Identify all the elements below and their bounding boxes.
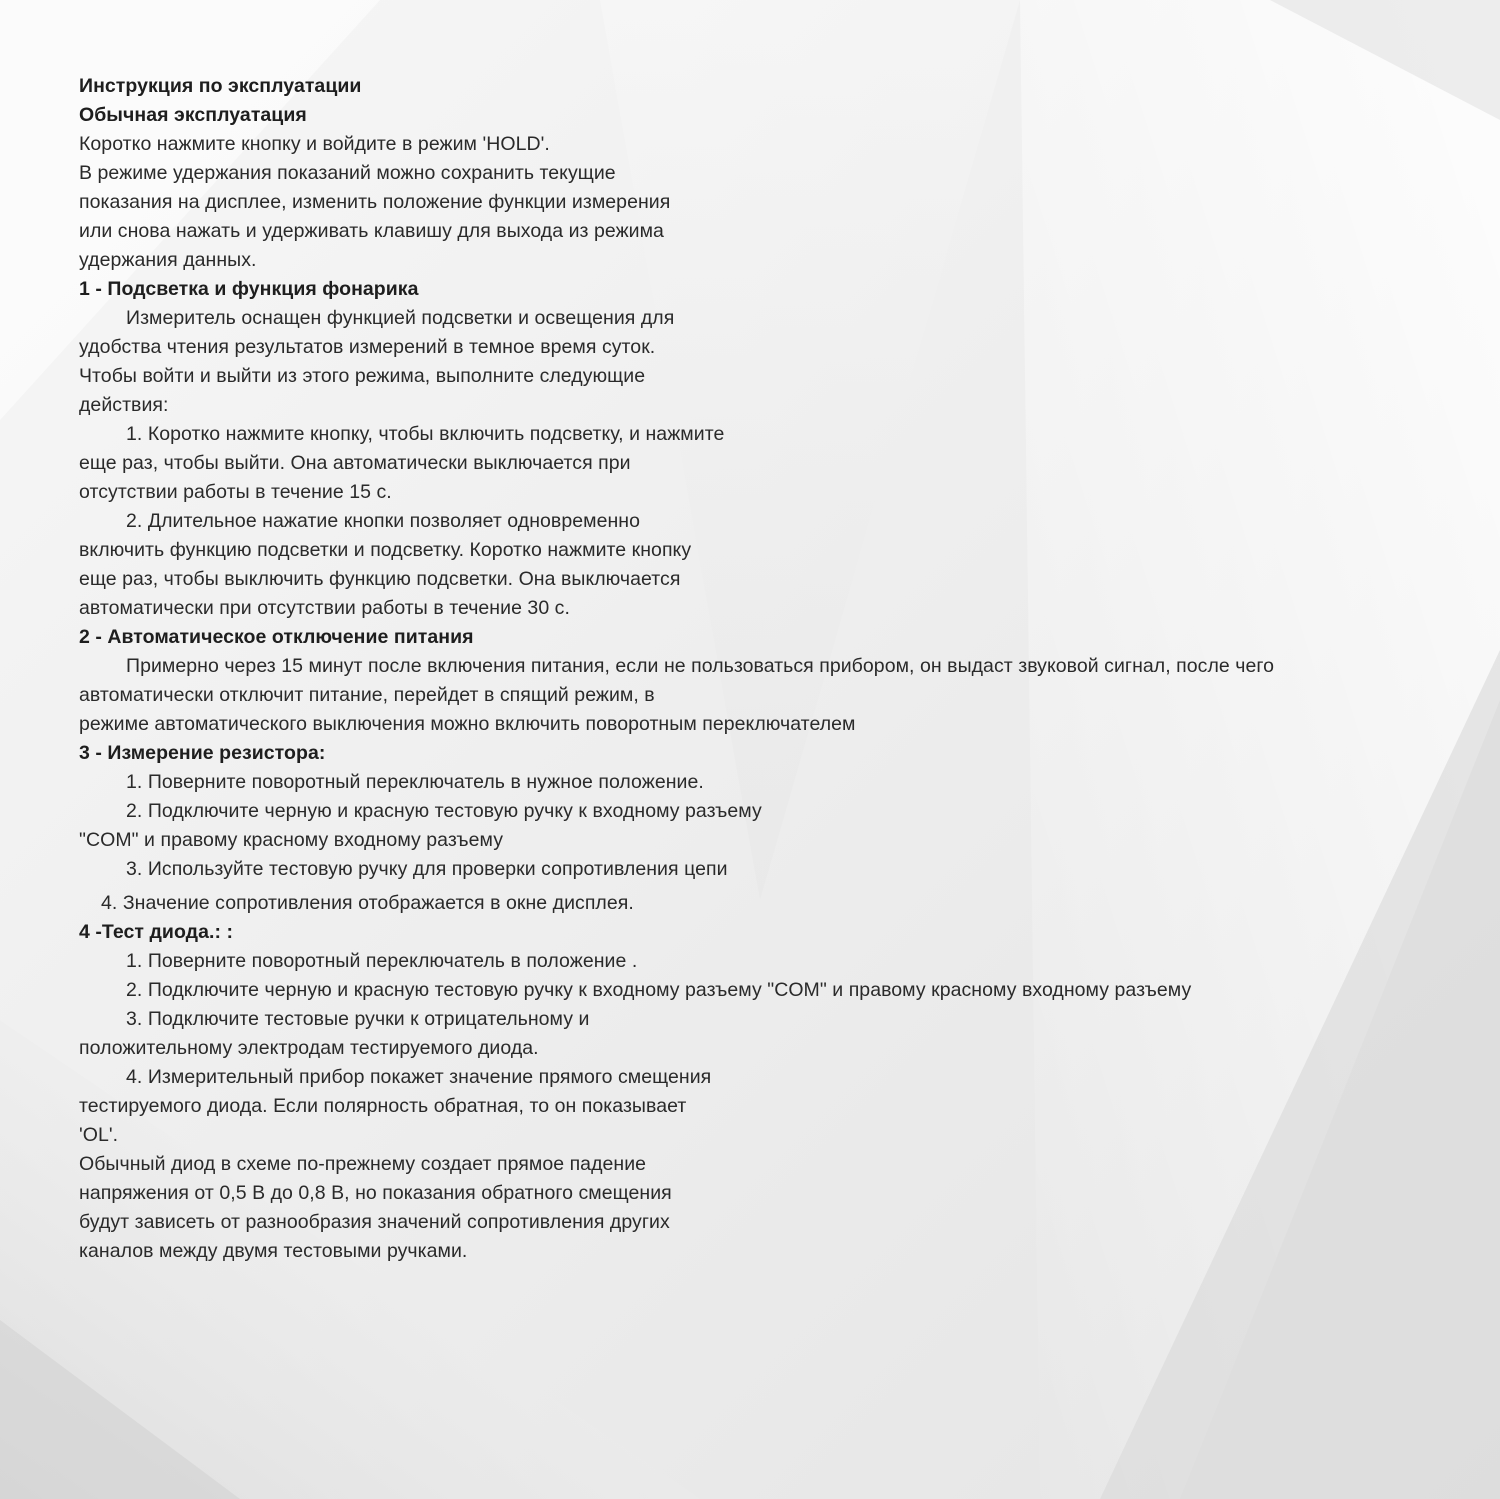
list-item: 4. Значение сопротивления отображается в окне дисплея. [101, 892, 634, 914]
paragraph-line: положительному электродам тестируемого диода. [79, 1037, 539, 1059]
paragraph-line: каналов между двумя тестовыми ручками. [79, 1240, 468, 1262]
paragraph-line: отсутствии работы в течение 15 с. [79, 481, 392, 503]
paragraph-line: режиме автоматического выключения можно включить поворотным переключателем [79, 713, 856, 735]
list-item: 3. Используйте тестовую ручку для проверки сопротивления цепи [126, 858, 728, 880]
section-heading-resistor: 3 - Измерение резистора: [79, 742, 326, 764]
section-heading-backlight: 1 - Подсветка и функция фонарика [79, 278, 419, 300]
paragraph-line: действия: [79, 394, 169, 416]
document-page [79, 72, 1479, 1266]
paragraph-line: показания на дисплее, изменить положение функции измерения [79, 191, 671, 213]
paragraph-line: Чтобы войти и выйти из этого режима, выполните следующие [79, 365, 646, 387]
paragraph-line: будут зависеть от разнообразия значений сопротивления других [79, 1211, 670, 1233]
paragraph-line: автоматически при отсутствии работы в течение 30 с. [79, 597, 570, 619]
list-item: 1. Поверните поворотный переключатель в положение . [126, 950, 638, 972]
paragraph-line: еще раз, чтобы выйти. Она автоматически выключается при [79, 452, 631, 474]
paragraph-line: Обычный диод в схеме по-прежнему создает прямое падение [79, 1153, 647, 1175]
paragraph-line: удобства чтения результатов измерений в темное время суток. [79, 336, 656, 358]
paragraph-line: еще раз, чтобы выключить функцию подсветки. Она выключается [79, 568, 681, 590]
section-heading-normal-operation: Обычная эксплуатация [79, 104, 307, 126]
paragraph-line: 'OL'. [79, 1124, 119, 1146]
paragraph-line: автоматически отключит питание, перейдет в спящий режим, в [79, 684, 655, 706]
paragraph-line: удержания данных. [79, 249, 257, 271]
paragraph-line: "COM" и правому красному входному разъему [79, 829, 504, 851]
paragraph-line: Коротко нажмите кнопку и войдите в режим 'HOLD'. [79, 133, 550, 155]
list-item: 2. Подключите черную и красную тестовую ручку к входному разъему [126, 800, 762, 822]
paragraph-line: или снова нажать и удерживать клавишу для выхода из режима [79, 220, 664, 242]
section-heading-auto-power-off: 2 - Автоматическое отключение питания [79, 626, 474, 648]
list-item: 3. Подключите тестовые ручки к отрицательному и [126, 1008, 590, 1030]
paragraph-line: тестируемого диода. Если полярность обратная, то он показывает [79, 1095, 687, 1117]
paragraph-line: включить функцию подсветки и подсветку. Коротко нажмите кнопку [79, 539, 692, 561]
list-item: 2. Подключите черную и красную тестовую ручку к входному разъему "COM" и правому красному входному разъему [126, 979, 1192, 1001]
list-item: 4. Измерительный прибор покажет значение прямого смещения [126, 1066, 712, 1088]
section-heading-diode-test: 4 -Тест диода.: : [79, 921, 234, 943]
list-item: 1. Поверните поворотный переключатель в нужное положение. [126, 771, 704, 793]
paragraph-line: Примерно через 15 минут после включения питания, если не пользоваться прибором, он выдаст звуковой сигнал, после чего [126, 655, 1274, 677]
paragraph-line: Измеритель оснащен функцией подсветки и освещения для [126, 307, 675, 329]
document-title: Инструкция по эксплуатации [79, 75, 362, 97]
list-item: 1. Коротко нажмите кнопку, чтобы включить подсветку, и нажмите [126, 423, 725, 445]
list-item: 2. Длительное нажатие кнопки позволяет одновременно [126, 510, 640, 532]
paragraph-line: напряжения от 0,5 В до 0,8 В, но показания обратного смещения [79, 1182, 672, 1204]
paragraph-line: В режиме удержания показаний можно сохранить текущие [79, 162, 616, 184]
